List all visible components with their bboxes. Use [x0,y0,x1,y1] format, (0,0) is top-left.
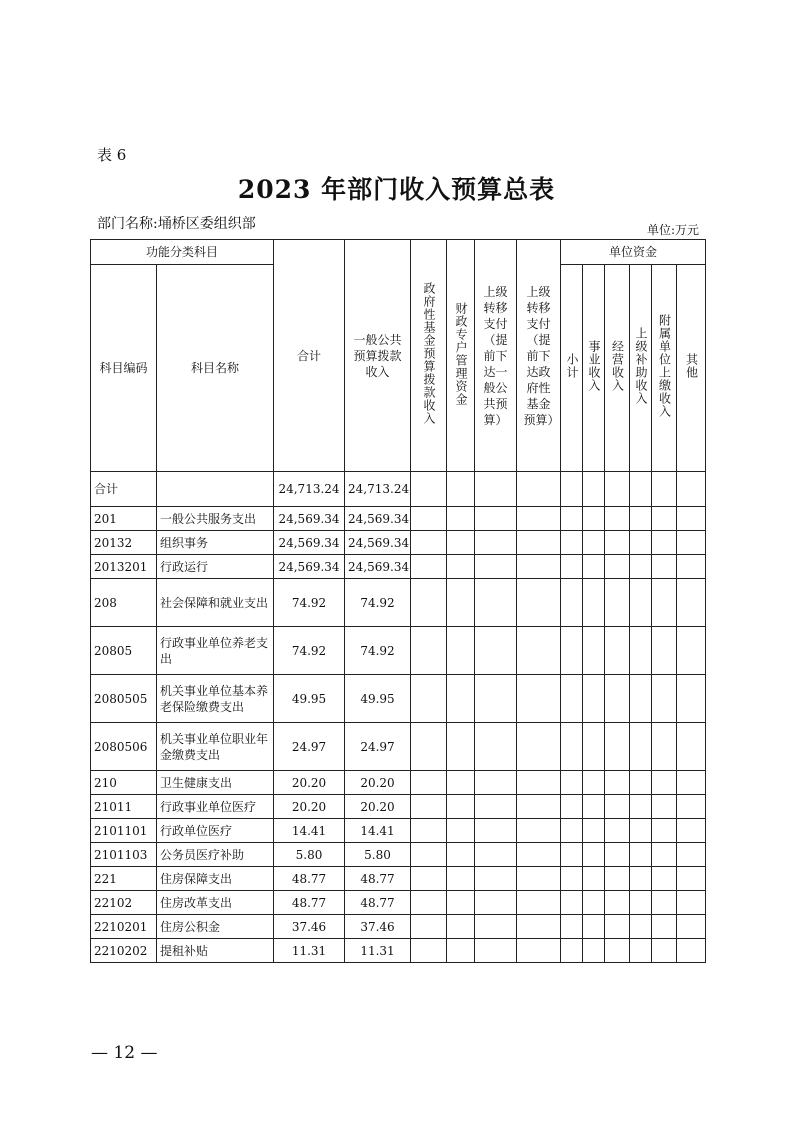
cell-empty [561,915,583,939]
cell-empty [630,531,652,555]
cell-general-budget: 24,569.34 [345,507,411,531]
cell-empty [475,579,517,627]
cell-empty [411,891,447,915]
cell-general-budget: 24.97 [345,723,411,771]
cell-empty [517,915,561,939]
cell-empty [652,627,677,675]
cell-empty [677,891,706,915]
header-total: 合计 [274,240,345,472]
table-row [91,819,706,843]
cell-name: 组织事务 [157,531,274,555]
cell-empty [411,579,447,627]
cell-empty [652,891,677,915]
cell-empty [475,795,517,819]
cell-empty [517,472,561,507]
table-row [91,795,706,819]
cell-empty [447,771,475,795]
cell-empty [475,472,517,507]
cell-empty [605,843,630,867]
cell-code: 2101103 [91,843,157,867]
cell-empty [411,939,447,963]
cell-empty [411,819,447,843]
header-affiliated-income: 附属单位上缴收入 [652,265,677,472]
cell-empty [677,915,706,939]
table-row [91,723,706,771]
cell-empty [677,723,706,771]
cell-empty [605,819,630,843]
header-subtotal: 小计 [561,265,583,472]
table-label: 表 6 [97,146,127,164]
cell-empty [583,819,605,843]
cell-empty [447,627,475,675]
cell-empty [475,507,517,531]
cell-code: 合计 [91,472,157,507]
cell-name: 一般公共服务支出 [157,507,274,531]
cell-empty [447,675,475,723]
cell-empty [517,531,561,555]
table-row [91,867,706,891]
cell-empty [447,472,475,507]
cell-empty [630,675,652,723]
cell-empty [583,915,605,939]
cell-empty [652,555,677,579]
header-gov-fund: 政府性基金预算拨款收入 [411,240,447,472]
cell-empty [677,843,706,867]
cell-empty [652,819,677,843]
cell-empty [583,627,605,675]
header-transfer-general: 上级转移支付（提前下达一般公共预算） [475,240,517,472]
cell-name: 机关事业单位职业年金缴费支出 [157,723,274,771]
cell-name: 卫生健康支出 [157,771,274,795]
cell-code: 2101101 [91,819,157,843]
cell-name: 住房改革支出 [157,891,274,915]
cell-name: 住房保障支出 [157,867,274,891]
cell-empty [475,675,517,723]
header-code: 科目编码 [91,265,157,472]
cell-general-budget: 14.41 [345,819,411,843]
cell-empty [605,795,630,819]
cell-code: 20805 [91,627,157,675]
cell-empty [447,915,475,939]
cell-empty [517,675,561,723]
table-row [91,891,706,915]
cell-empty [561,819,583,843]
cell-empty [517,627,561,675]
cell-empty [583,867,605,891]
cell-code: 2013201 [91,555,157,579]
cell-empty [561,795,583,819]
cell-total: 48.77 [274,867,345,891]
cell-empty [517,507,561,531]
cell-empty [630,891,652,915]
cell-empty [605,555,630,579]
table-row [91,771,706,795]
cell-empty [583,555,605,579]
cell-empty [652,867,677,891]
cell-empty [517,843,561,867]
cell-empty [583,723,605,771]
cell-empty [447,723,475,771]
cell-empty [630,472,652,507]
cell-empty [677,555,706,579]
cell-empty [475,531,517,555]
cell-empty [561,555,583,579]
cell-general-budget: 37.46 [345,915,411,939]
cell-code: 208 [91,579,157,627]
cell-name: 公务员医疗补助 [157,843,274,867]
cell-empty [447,531,475,555]
cell-name: 住房公积金 [157,915,274,939]
cell-name: 行政单位医疗 [157,819,274,843]
cell-empty [630,819,652,843]
cell-empty [583,675,605,723]
header-general-budget: 一般公共预算拨款收入 [345,240,411,472]
cell-empty [677,867,706,891]
cell-empty [652,531,677,555]
cell-empty [475,915,517,939]
cell-empty [605,531,630,555]
cell-name [157,472,274,507]
cell-empty [677,507,706,531]
cell-empty [677,627,706,675]
table-row [91,531,706,555]
cell-empty [652,795,677,819]
cell-empty [447,867,475,891]
page-number: — 12 — [91,1043,158,1063]
cell-empty [677,771,706,795]
cell-empty [605,627,630,675]
cell-empty [677,795,706,819]
cell-code: 22102 [91,891,157,915]
cell-empty [630,579,652,627]
cell-empty [561,939,583,963]
cell-empty [411,723,447,771]
department-name: 部门名称:埇桥区委组织部 [97,216,256,232]
cell-empty [652,939,677,963]
header-subsidy-income: 上级补助收入 [630,265,652,472]
cell-empty [652,579,677,627]
cell-empty [475,867,517,891]
cell-empty [677,531,706,555]
cell-general-budget: 24,713.24 [345,472,411,507]
cell-name: 社会保障和就业支出 [157,579,274,627]
cell-total: 24,713.24 [274,472,345,507]
cell-empty [447,819,475,843]
cell-empty [517,771,561,795]
header-fiscal-special: 财政专户管理资金 [447,240,475,472]
cell-empty [652,843,677,867]
cell-name: 行政事业单位养老支出 [157,627,274,675]
cell-empty [447,891,475,915]
cell-empty [605,915,630,939]
cell-empty [447,843,475,867]
cell-code: 2210201 [91,915,157,939]
income-budget-table [90,239,706,963]
cell-general-budget: 20.20 [345,771,411,795]
cell-general-budget: 5.80 [345,843,411,867]
cell-empty [605,675,630,723]
table-row [91,507,706,531]
table-row [91,555,706,579]
cell-empty [475,771,517,795]
cell-empty [561,843,583,867]
cell-empty [561,531,583,555]
cell-empty [630,723,652,771]
cell-code: 201 [91,507,157,531]
cell-code: 2080505 [91,675,157,723]
cell-name: 提租补贴 [157,939,274,963]
cell-empty [583,891,605,915]
cell-total: 20.20 [274,795,345,819]
cell-empty [517,795,561,819]
cell-empty [411,843,447,867]
cell-general-budget: 74.92 [345,627,411,675]
table-row [91,843,706,867]
cell-empty [652,915,677,939]
cell-empty [630,867,652,891]
cell-empty [447,555,475,579]
cell-code: 21011 [91,795,157,819]
cell-empty [652,472,677,507]
cell-general-budget: 74.92 [345,579,411,627]
header-unit-funds: 单位资金 [561,240,706,265]
cell-empty [517,939,561,963]
cell-empty [561,675,583,723]
cell-empty [411,771,447,795]
cell-name: 行政运行 [157,555,274,579]
cell-empty [447,939,475,963]
cell-code: 2210202 [91,939,157,963]
cell-empty [411,915,447,939]
cell-empty [517,723,561,771]
cell-empty [630,939,652,963]
cell-empty [630,555,652,579]
cell-empty [517,891,561,915]
cell-total: 14.41 [274,819,345,843]
cell-empty [411,472,447,507]
cell-empty [475,819,517,843]
cell-empty [630,843,652,867]
cell-empty [475,891,517,915]
cell-empty [517,579,561,627]
cell-total: 74.92 [274,627,345,675]
cell-total: 24,569.34 [274,507,345,531]
cell-empty [652,675,677,723]
cell-empty [677,939,706,963]
cell-empty [411,531,447,555]
header-name: 科目名称 [157,265,274,472]
cell-empty [411,795,447,819]
cell-empty [630,795,652,819]
cell-total: 24,569.34 [274,555,345,579]
cell-empty [605,891,630,915]
cell-total: 48.77 [274,891,345,915]
table-row [91,579,706,627]
cell-general-budget: 24,569.34 [345,531,411,555]
cell-empty [605,579,630,627]
cell-empty [561,867,583,891]
table-row [91,627,706,675]
cell-general-budget: 24,569.34 [345,555,411,579]
document-title: 2023 年部门收入预算总表 [237,175,556,204]
cell-general-budget: 48.77 [345,867,411,891]
header-operating-income: 经营收入 [605,265,630,472]
cell-empty [447,507,475,531]
cell-general-budget: 20.20 [345,795,411,819]
cell-empty [652,507,677,531]
cell-code: 210 [91,771,157,795]
cell-empty [561,771,583,795]
cell-empty [561,723,583,771]
header-business-income: 事业收入 [583,265,605,472]
cell-empty [605,867,630,891]
cell-empty [677,472,706,507]
cell-empty [561,472,583,507]
cell-empty [583,579,605,627]
cell-total: 74.92 [274,579,345,627]
cell-code: 2080506 [91,723,157,771]
cell-total: 5.80 [274,843,345,867]
cell-empty [652,723,677,771]
cell-empty [630,507,652,531]
cell-total: 24.97 [274,723,345,771]
cell-empty [561,579,583,627]
cell-empty [583,472,605,507]
cell-empty [475,843,517,867]
cell-empty [411,507,447,531]
cell-name: 机关事业单位基本养老保险缴费支出 [157,675,274,723]
cell-empty [677,819,706,843]
cell-empty [411,867,447,891]
cell-name: 行政事业单位医疗 [157,795,274,819]
cell-empty [583,771,605,795]
cell-empty [630,771,652,795]
cell-empty [475,939,517,963]
table-row [91,915,706,939]
cell-general-budget: 11.31 [345,939,411,963]
cell-general-budget: 49.95 [345,675,411,723]
cell-empty [517,555,561,579]
table-row [91,675,706,723]
cell-empty [411,627,447,675]
table-row [91,472,706,507]
cell-total: 37.46 [274,915,345,939]
unit-label: 单位:万元 [646,223,699,237]
cell-empty [630,915,652,939]
cell-empty [583,939,605,963]
cell-total: 11.31 [274,939,345,963]
cell-empty [561,891,583,915]
cell-empty [605,771,630,795]
cell-empty [475,555,517,579]
cell-empty [630,627,652,675]
cell-empty [411,675,447,723]
cell-empty [583,843,605,867]
cell-empty [517,867,561,891]
cell-empty [605,472,630,507]
cell-code: 20132 [91,531,157,555]
header-function-class: 功能分类科目 [91,240,274,265]
cell-empty [583,531,605,555]
cell-empty [517,819,561,843]
cell-empty [447,579,475,627]
header-other: 其他 [677,265,706,472]
cell-empty [652,771,677,795]
cell-empty [475,627,517,675]
header-transfer-fund: 上级转移支付（提前下达政府性基金预算） [517,240,561,472]
cell-empty [475,723,517,771]
header-row-1 [91,240,706,265]
cell-general-budget: 48.77 [345,891,411,915]
cell-empty [605,723,630,771]
cell-empty [605,939,630,963]
cell-code: 221 [91,867,157,891]
cell-empty [447,795,475,819]
cell-empty [561,507,583,531]
cell-empty [583,795,605,819]
cell-empty [677,675,706,723]
cell-empty [677,579,706,627]
cell-empty [561,627,583,675]
cell-empty [583,507,605,531]
cell-total: 20.20 [274,771,345,795]
cell-empty [605,507,630,531]
cell-total: 49.95 [274,675,345,723]
table-row [91,939,706,963]
cell-total: 24,569.34 [274,531,345,555]
cell-empty [411,555,447,579]
